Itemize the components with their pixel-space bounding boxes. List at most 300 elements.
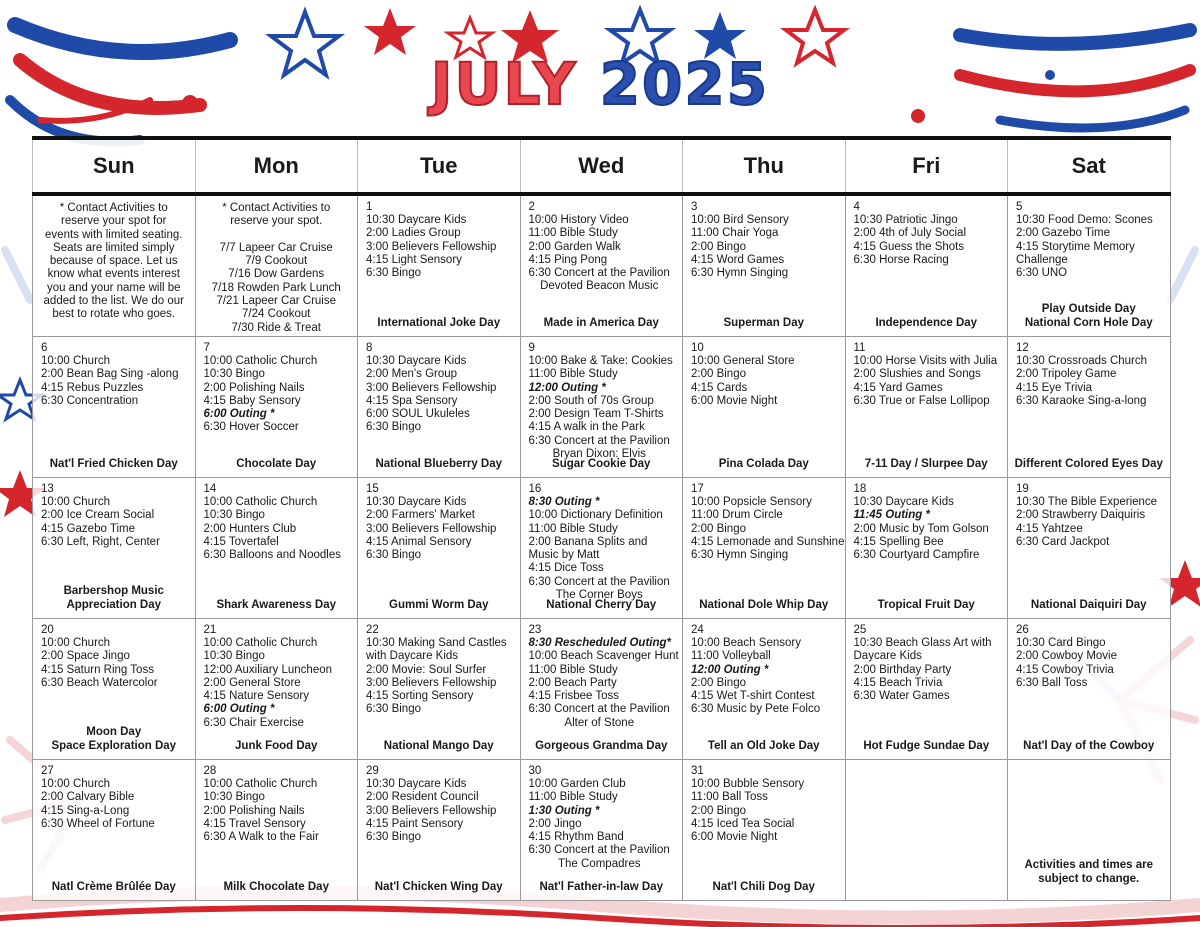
special-day-label: Moon Day	[86, 726, 142, 739]
event-item: 6:30 UNO	[1016, 267, 1068, 280]
event-item: 10:00 Popsicle Sensory	[691, 496, 812, 508]
event-list	[1008, 214, 1170, 280]
event-item: 10:00 Bake & Take: Cookies	[528, 355, 673, 367]
calendar-title	[0, 50, 1200, 118]
special-day	[198, 599, 356, 612]
event-item: 2:00 Ice Cream Social	[41, 509, 155, 522]
day-cell-content	[196, 196, 358, 336]
special-day-label: National Dole Whip Day	[699, 598, 829, 611]
day-cell-content	[33, 337, 195, 477]
star-icon	[364, 8, 416, 55]
event-item: 4:15 Tovertafel	[203, 535, 279, 548]
day-number: 13	[41, 483, 54, 495]
special-day	[35, 881, 193, 894]
day-cell	[520, 337, 683, 478]
day-number: 24	[691, 624, 704, 636]
event-list	[33, 778, 195, 831]
special-day-label: Superman Day	[723, 316, 805, 329]
special-day-label: Made in America Day	[543, 316, 659, 329]
special-day	[35, 458, 193, 471]
event-item: 4:15 Sing-a-Long	[41, 804, 130, 817]
day-cell-content	[33, 619, 195, 759]
special-day-label: Appreciation Day	[66, 598, 162, 611]
outing-event: 6:00 Outing *	[203, 703, 275, 716]
note-line: * Contact Activities to	[222, 202, 331, 214]
day-number: 11	[853, 342, 866, 354]
event-item: 10:00 Garden Club	[528, 778, 626, 790]
weekday-header: Fri	[845, 138, 1008, 194]
event-item: 4:15 Paint Sensory	[366, 817, 464, 830]
event-list	[683, 496, 845, 562]
special-day-label: National Corn Hole Day	[1024, 316, 1153, 329]
day-cell-content	[1008, 478, 1170, 618]
event-item: 2:00 Banana Splits and	[528, 535, 648, 548]
day-number: 30	[528, 765, 542, 777]
day-cell	[520, 760, 683, 901]
event-item: 2:00 Bingo	[691, 240, 746, 253]
day-number: 31	[691, 765, 704, 777]
event-item: 6:30 Horse Racing	[853, 253, 949, 266]
event-item: 6:30 Concert at the Pavilion	[528, 434, 670, 447]
day-cell	[358, 194, 521, 337]
special-day-label: Chocolate Day	[236, 457, 317, 470]
special-day	[1010, 303, 1168, 330]
special-day-label: Independence Day	[875, 316, 978, 329]
reservation-note	[33, 196, 195, 322]
event-item: 6:30 Balloons and Noodles	[203, 549, 341, 562]
event-item: 4:15 Lemonade and Sunshine	[691, 535, 845, 548]
event-item: 2:00 Bingo	[691, 676, 746, 689]
day-cell-content	[1008, 760, 1170, 900]
week-row	[33, 619, 1171, 760]
day-number: 5	[1016, 201, 1023, 213]
event-item: 6:30 Wheel of Fortune	[41, 817, 155, 830]
day-cell-content	[683, 478, 845, 618]
week-row	[33, 478, 1171, 619]
event-list	[846, 496, 1008, 562]
event-item: Music by Matt	[528, 549, 600, 562]
event-item: 6:30 Left, Right, Center	[41, 535, 160, 548]
event-item: 10:00 Beach Sensory	[691, 637, 801, 649]
event-item: 6:30 Bingo	[366, 421, 421, 434]
event-list	[196, 637, 358, 730]
special-day	[523, 881, 681, 894]
event-item: 4:15 Saturn Ring Toss	[41, 663, 154, 676]
event-item: 10:30 Beach Glass Art with	[853, 637, 992, 649]
event-item: 6:00 SOUL Ukuleles	[366, 408, 470, 421]
day-cell-content	[196, 337, 358, 477]
special-day-label: Gummi Worm Day	[389, 598, 489, 611]
day-cell	[1008, 619, 1171, 760]
event-item: 6:30 Bingo	[366, 703, 421, 716]
event-item: 10:00 Church	[41, 778, 111, 790]
event-item: 10:30 Making Sand Castles	[366, 637, 507, 649]
day-cell-content	[683, 760, 845, 900]
event-item: 3:00 Believers Fellowship	[366, 381, 497, 394]
event-item: 10:30 Crossroads Church	[1016, 355, 1148, 367]
special-day	[35, 726, 193, 753]
day-number: 18	[853, 483, 867, 495]
special-day-label: Nat'l Fried Chicken Day	[49, 457, 178, 470]
special-day-label: Nat'l Day of the Cowboy	[1023, 739, 1155, 752]
day-cell	[195, 337, 358, 478]
special-day-label: Tell an Old Joke Day	[707, 739, 820, 752]
event-item: Challenge	[1016, 253, 1068, 266]
week-row	[33, 194, 1171, 337]
event-item: 10:00 History Video	[528, 214, 629, 226]
day-cell-content	[846, 760, 1008, 900]
event-item: 2:00 Cowboy Movie	[1016, 650, 1117, 663]
disclaimer-note	[1012, 859, 1166, 886]
event-list	[196, 496, 358, 562]
event-item: 6:30 Ball Toss	[1016, 676, 1088, 689]
special-day	[523, 458, 681, 471]
event-list	[846, 355, 1008, 408]
event-item: 11:00 Volleyball	[691, 650, 771, 663]
day-cell	[33, 478, 196, 619]
day-cell	[683, 337, 846, 478]
special-day	[848, 458, 1006, 471]
event-list	[358, 496, 520, 562]
event-item: 2:00 Strawberry Daiquiris	[1016, 509, 1146, 522]
event-item: 4:15 Spa Sensory	[366, 394, 458, 407]
special-day	[685, 740, 843, 753]
day-cell	[683, 760, 846, 901]
day-cell-content	[358, 619, 520, 759]
event-item: 6:30 Concert at the Pavilion	[528, 703, 670, 716]
event-item: 10:00 Church	[41, 496, 111, 508]
event-item: 2:00 Movie: Soul Surfer	[366, 663, 487, 676]
note-line: added to the list. We do our	[43, 295, 184, 308]
day-cell-content	[1008, 619, 1170, 759]
event-item: 10:00 Church	[41, 637, 111, 649]
day-number: 27	[41, 765, 54, 777]
event-item: 4:15 Travel Sensory	[203, 817, 306, 830]
event-item: 6:30 Concentration	[41, 394, 139, 407]
special-day	[1010, 458, 1168, 471]
day-cell-content	[683, 337, 845, 477]
event-item: 12:00 Auxiliary Luncheon	[203, 663, 333, 676]
special-day	[198, 740, 356, 753]
event-item: 6:30 Concert at the Pavilion	[528, 844, 670, 857]
day-cell-content	[846, 619, 1008, 759]
special-day-label: Play Outside Day	[1041, 303, 1136, 316]
day-cell	[33, 760, 196, 901]
event-list	[683, 778, 845, 844]
event-item: 2:00 Slushies and Songs	[853, 368, 981, 381]
event-list	[683, 637, 845, 717]
event-list	[1008, 355, 1170, 408]
day-cell	[520, 478, 683, 619]
event-item: 2:00 Bingo	[691, 804, 746, 817]
reservation-note	[196, 196, 358, 335]
special-day	[360, 317, 518, 330]
day-number: 22	[366, 624, 379, 636]
event-item: 2:00 Calvary Bible	[41, 791, 135, 804]
note-line: 7/24 Cookout	[242, 308, 311, 321]
month-label: JULY	[430, 50, 578, 118]
event-item: 4:15 Spelling Bee	[853, 535, 944, 548]
event-list	[846, 214, 1008, 267]
note-line: reserve your spot for	[61, 215, 167, 228]
event-list	[196, 778, 358, 844]
special-day	[523, 599, 681, 612]
day-cell-content	[683, 619, 845, 759]
event-item: Bryan Dixon: Elvis	[552, 448, 646, 461]
day-cell-content	[521, 478, 683, 618]
event-item: 6:30 Bingo	[366, 549, 421, 562]
event-item: 10:00 Church	[41, 355, 111, 367]
event-item: 4:15 A walk in the Park	[528, 421, 645, 434]
event-item: 2:00 Bingo	[691, 368, 746, 381]
day-cell	[33, 194, 196, 337]
note-line: events with limited seating.	[45, 228, 183, 241]
event-item: 4:15 Eye Trivia	[1016, 381, 1093, 394]
day-cell	[845, 478, 1008, 619]
day-number: 4	[853, 201, 860, 213]
special-day	[35, 585, 193, 612]
special-day	[685, 458, 843, 471]
outing-event: 12:00 Outing *	[691, 663, 769, 676]
day-cell-content	[33, 760, 195, 900]
event-list	[358, 214, 520, 280]
day-cell-content	[683, 196, 845, 336]
special-day-label: Tropical Fruit Day	[877, 598, 975, 611]
special-day-label: Natl Crème Brûlée Day	[51, 880, 176, 893]
event-list	[196, 355, 358, 435]
day-number: 2	[528, 201, 535, 213]
outing-event: 1:30 Outing *	[528, 804, 600, 817]
event-item: 2:00 Design Team T-Shirts	[528, 408, 664, 421]
day-cell	[195, 478, 358, 619]
day-cell	[358, 337, 521, 478]
event-item: 10:30 Patriotic Jingo	[853, 214, 958, 226]
event-item: 6:30 A Walk to the Fair	[203, 831, 319, 844]
event-item: 2:00 Bingo	[691, 522, 746, 535]
event-item: 4:15 Cowboy Trivia	[1016, 663, 1114, 676]
special-day-label: 7-11 Day / Slurpee Day	[864, 457, 988, 470]
event-list	[521, 637, 683, 730]
event-item: 2:00 Gazebo Time	[1016, 227, 1110, 240]
day-number: 19	[1016, 483, 1029, 495]
event-item: 4:15 Yard Games	[853, 381, 943, 394]
event-item: 10:30 Bingo	[203, 650, 265, 663]
day-cell-content	[1008, 196, 1170, 336]
event-item: 2:00 4th of July Social	[853, 227, 967, 240]
day-cell	[845, 760, 1008, 901]
event-item: 2:00 General Store	[203, 676, 301, 689]
event-item: 10:30 Daycare Kids	[366, 355, 467, 367]
calendar-body	[33, 194, 1171, 901]
note-line: 7/21 Lapeer Car Cruise	[216, 295, 337, 308]
note-line: 7/9 Cookout	[245, 255, 308, 268]
special-day	[848, 317, 1006, 330]
event-list	[1008, 496, 1170, 549]
event-item: 6:30 Courtyard Campfire	[853, 549, 980, 562]
day-cell-content	[521, 337, 683, 477]
event-item: 3:00 Believers Fellowship	[366, 676, 497, 689]
note-line: 7/16 Dow Gardens	[228, 268, 325, 281]
special-day-label: Nat'l Chili Dog Day	[712, 880, 815, 893]
day-cell	[1008, 478, 1171, 619]
day-cell-content	[33, 196, 195, 336]
event-list	[33, 637, 195, 690]
special-day-label: National Mango Day	[383, 739, 494, 752]
event-list	[1008, 637, 1170, 690]
event-item: 4:15 Storytime Memory	[1016, 240, 1135, 253]
event-item: 2:00 Men's Group	[366, 368, 458, 381]
special-day-label: National Blueberry Day	[375, 457, 503, 470]
note-line: you and your name will be	[46, 281, 181, 294]
day-cell	[1008, 194, 1171, 337]
day-cell-content	[846, 337, 1008, 477]
day-number: 20	[41, 624, 54, 636]
calendar-grid	[32, 136, 1171, 901]
weekday-header-row	[33, 138, 1171, 194]
special-day	[1010, 740, 1168, 753]
special-day	[848, 740, 1006, 753]
event-item: 2:00 Garden Walk	[528, 240, 621, 253]
day-number: 12	[1016, 342, 1029, 354]
day-cell-content	[1008, 337, 1170, 477]
event-item: 6:30 True or False Lollipop	[853, 394, 990, 407]
special-day	[848, 599, 1006, 612]
event-item: 10:00 Bird Sensory	[691, 214, 789, 226]
event-item: 10:30 The Bible Experience	[1016, 496, 1158, 508]
day-number: 29	[366, 765, 379, 777]
day-cell	[1008, 760, 1171, 901]
event-item: 4:15 Guess the Shots	[853, 240, 965, 253]
event-item: Alter of Stone	[564, 716, 635, 729]
special-day	[1010, 599, 1168, 612]
event-item: 6:30 Music by Pete Folco	[691, 703, 821, 716]
event-item: 10:00 Dictionary Definition	[528, 509, 663, 522]
event-item: 11:00 Ball Toss	[691, 791, 768, 804]
special-day-label: Nat'l Chicken Wing Day	[374, 880, 503, 893]
day-cell-content	[33, 478, 195, 618]
special-day-label: Gorgeous Grandma Day	[535, 739, 668, 752]
special-day-label: Hot Fudge Sundae Day	[863, 739, 990, 752]
day-number: 16	[528, 483, 542, 495]
special-day	[523, 740, 681, 753]
special-day	[523, 317, 681, 330]
day-cell	[520, 194, 683, 337]
day-cell	[195, 619, 358, 760]
event-item: The Corner Boys	[555, 589, 643, 602]
special-day	[360, 740, 518, 753]
day-number: 14	[203, 483, 217, 495]
day-number: 26	[1016, 624, 1029, 636]
event-item: 2:00 Farmers' Market	[366, 509, 475, 522]
special-day-label: Shark Awareness Day	[216, 598, 337, 611]
special-day	[360, 599, 518, 612]
note-line: reserve your spot.	[230, 215, 323, 228]
event-item: 11:00 Bible Study	[528, 227, 618, 240]
day-cell-content	[846, 196, 1008, 336]
event-list	[33, 496, 195, 549]
day-cell-content	[358, 196, 520, 336]
outing-event: 8:30 Outing *	[528, 496, 600, 508]
day-number: 17	[691, 483, 704, 495]
event-list	[33, 355, 195, 408]
event-item: 10:30 Daycare Kids	[366, 214, 467, 226]
event-item: 6:30 Hover Soccer	[203, 421, 299, 434]
special-day-label: Pina Colada Day	[718, 457, 809, 470]
event-item: 6:30 Bingo	[366, 831, 421, 844]
event-item: 4:15 Light Sensory	[366, 253, 462, 266]
event-item: 10:30 Bingo	[203, 509, 265, 522]
day-cell	[358, 760, 521, 901]
event-item: 6:30 Chair Exercise	[203, 716, 304, 729]
event-item: 4:15 Frisbee Toss	[528, 690, 620, 703]
special-day	[685, 317, 843, 330]
event-item: 2:00 Beach Party	[528, 676, 617, 689]
event-item: 10:00 Catholic Church	[203, 355, 318, 367]
day-number: 6	[41, 342, 48, 354]
event-item: 2:00 Jingo	[528, 817, 582, 830]
day-number: 25	[853, 624, 867, 636]
event-item: 4:15 Nature Sensory	[203, 690, 309, 703]
event-item: 11:00 Bible Study	[528, 791, 618, 804]
day-number: 9	[528, 342, 535, 354]
event-list	[358, 637, 520, 717]
day-cell-content	[196, 478, 358, 618]
week-row	[33, 337, 1171, 478]
event-item: 10:30 Card Bingo	[1016, 637, 1106, 649]
note-line: because of space. Let us	[49, 255, 178, 268]
event-item: 4:15 Baby Sensory	[203, 394, 301, 407]
day-number: 15	[366, 483, 379, 495]
event-item: 10:00 Catholic Church	[203, 778, 318, 790]
event-item: 2:00 Polishing Nails	[203, 381, 305, 394]
event-item: 11:00 Bible Study	[528, 368, 618, 381]
event-item: 4:15 Iced Tea Social	[691, 817, 795, 830]
weekday-header: Wed	[520, 138, 683, 194]
day-number: 28	[203, 765, 217, 777]
event-item: 2:00 Tripoley Game	[1016, 368, 1117, 381]
day-cell	[683, 194, 846, 337]
outing-event: 12:00 Outing *	[528, 381, 606, 394]
day-cell-content	[846, 478, 1008, 618]
day-cell	[845, 337, 1008, 478]
event-item: 10:00 Catholic Church	[203, 496, 318, 508]
event-item: 10:30 Bingo	[203, 791, 265, 804]
day-cell	[683, 478, 846, 619]
special-day	[685, 599, 843, 612]
event-list	[521, 496, 683, 602]
special-day	[198, 458, 356, 471]
event-item: 4:15 Rhythm Band	[528, 831, 624, 844]
event-item: 4:15 Cards	[691, 381, 748, 394]
event-item: with Daycare Kids	[366, 650, 459, 663]
event-list	[846, 637, 1008, 703]
day-cell-content	[521, 196, 683, 336]
day-cell	[845, 619, 1008, 760]
event-item: 6:30 Card Jackpot	[1016, 535, 1110, 548]
event-item: 10:30 Daycare Kids	[853, 496, 954, 508]
day-cell	[1008, 337, 1171, 478]
event-item: 2:00 Hunters Club	[203, 522, 297, 535]
event-item: 10:30 Daycare Kids	[366, 778, 467, 790]
event-item: 10:00 General Store	[691, 355, 795, 367]
year-label: 2025	[599, 50, 770, 118]
event-item: 3:00 Believers Fellowship	[366, 522, 497, 535]
note-line: best to rotate who goes.	[52, 308, 176, 321]
weekday-header: Sat	[1008, 138, 1171, 194]
day-number: 23	[528, 624, 542, 636]
day-cell	[195, 760, 358, 901]
special-day-label: Milk Chocolate Day	[223, 880, 329, 893]
